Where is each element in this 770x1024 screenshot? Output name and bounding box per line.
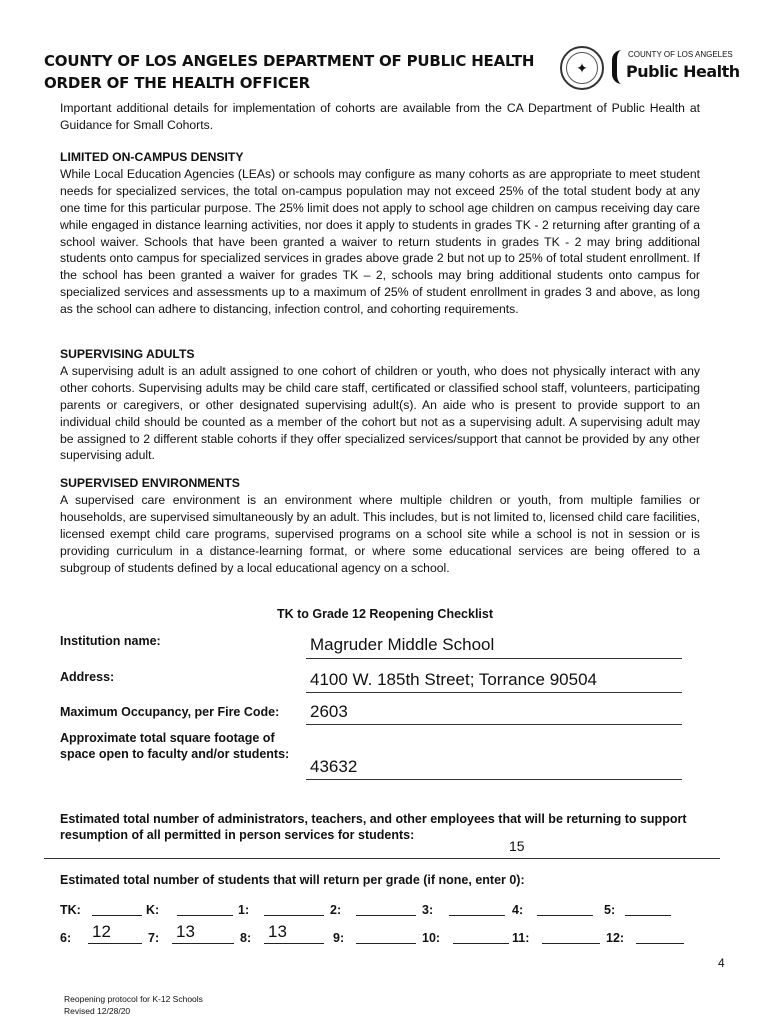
document-header [44,50,534,94]
staff-underline [44,858,720,859]
grade-9-label: 9: [333,931,345,945]
grade-3-label: 3: [422,903,434,917]
section-limited-density [60,149,700,318]
occupancy-field[interactable]: 2603 [310,702,348,721]
grade-8-field [264,943,324,944]
section-supervising-adults [60,346,700,464]
grade-1-field[interactable] [264,915,324,916]
section-heading: SUPERVISED ENVIRONMENTS [60,476,240,490]
grade-8-label: 8: [240,931,252,945]
grade-7-value[interactable]: 13 [176,922,195,941]
grade-10-label: 10: [422,931,441,945]
page-number: 4 [718,956,725,970]
county-seal-icon: ✦ [560,46,604,90]
grade-k-field[interactable] [177,915,233,916]
grade-12-field[interactable] [636,943,684,944]
grade-8-value[interactable]: 13 [268,922,287,941]
logo-name-text: Public Health [626,62,740,81]
header-line-1: COUNTY OF LOS ANGELES DEPARTMENT OF PUBLIC HEALTH [44,52,535,70]
grade-1-label: 1: [238,903,250,917]
section-text: A supervising adult is an adult assigned to one cohort of children or youth, who does not physically interact with any other cohorts. Supervising adults may be child care staff, certificated or classified school staff, volunteers, participating parents or caregivers, or other designated supervising adult(s). An aide who is present to provide support to an individual child should be counted as a member of the cohort but not as a supervising adult. A supervising adult may be assigned to 2 different stable cohorts if they offer specialized services/support that cannot be provided by any other supervising adult. [60,363,700,463]
grade-11-label: 11: [512,931,530,945]
section-text: While Local Education Agencies (LEAs) or schools may configure as many cohorts as are appropriate to meet student needs for specialized services, the total on-campus population may not exceed 25% of the total student body at any one time for this particular purpose. The 25% limit does not apply to school age children on campus receiving day care while engaged in distance learning activities, nor does it apply to students in grades TK - 2 returning after granting of a school waiver. Schools that have been granted a waiver to return students in grades TK - 2 may bring additional students onto campus for specialized services in grades above grade 2 but not up to 25% of total student enrollment. If the school has been granted a waiver for grades TK – 2, schools may bring additional students onto campus for specialized services and assessments up to a maximum of 25% of student enrollment in grades 3 and above, as long as the school can adhere to distancing, infection control, and cohorting requirements. [60,166,700,317]
logo-mark-icon [612,50,622,84]
footer [64,993,203,1017]
grade-6-field [88,943,142,944]
institution-underline [306,658,682,659]
grade-k-label: K: [146,903,160,917]
footer-line-1: Reopening protocol for K-12 Schools [64,994,203,1004]
grade-7-label: 7: [148,931,160,945]
address-field[interactable]: 4100 W. 185th Street; Torrance 90504 [310,670,597,689]
grade-4-label: 4: [512,903,524,917]
header-line-2: ORDER OF THE HEALTH OFFICER [44,74,310,92]
section-heading: SUPERVISING ADULTS [60,347,195,361]
grade-6-label: 6: [60,931,72,945]
grade-11-field[interactable] [542,943,600,944]
checklist-title: TK to Grade 12 Reopening Checklist [276,607,493,621]
grade-9-field[interactable] [356,943,416,944]
section-heading: LIMITED ON-CAMPUS DENSITY [60,150,244,164]
footer-line-2: Revised 12/28/20 [64,1006,131,1016]
logo-county-text: COUNTY OF LOS ANGELES [628,50,733,59]
grade-4-field[interactable] [537,915,593,916]
staff-label: Estimated total number of administrators, teachers, and other employees that will be returning to support resumption of all permitted in person services for students: [60,812,687,842]
institution-field[interactable]: Magruder Middle School [310,635,495,654]
grade-5-label: 5: [604,903,616,917]
sqft-field[interactable]: 43632 [310,757,358,776]
grade-2-field[interactable] [356,915,416,916]
grade-6-value[interactable]: 12 [92,922,111,941]
grade-tk-field[interactable] [92,915,142,916]
section-text: A supervised care environment is an environment where multiple children or youth, from multiple families or households, are supervised simultaneously by an adult. This includes, but is not limited to, licensed child care facilities, licensed exempt child care programs, supervised programs on a school site while a school is not in session or is providing curriculum in a distance-learning format, or where some educational services are being offered to a subgroup of students defined by a local educational agency on a school. [60,492,700,575]
address-underline [306,692,682,693]
section-supervised-environments [60,475,700,576]
grade-2-label: 2: [330,903,342,917]
institution-label: Institution name: [60,634,161,648]
grade-3-field[interactable] [449,915,505,916]
grade-7-field [172,943,234,944]
grade-12-label: 12: [606,931,625,945]
occupancy-label: Maximum Occupancy, per Fire Code: [60,705,280,719]
sqft-label: Approximate total square footage of space open to faculty and/or students: [60,731,290,761]
intro-paragraph: Important additional details for implementation of cohorts are available from the CA Department of Public Health at Guidance for Small Cohorts. [60,101,700,132]
occupancy-underline [306,724,682,725]
sqft-underline [306,779,682,780]
grade-tk-label: TK: [60,903,81,917]
staff-field[interactable]: 15 [509,838,525,854]
grade-5-field[interactable] [625,915,671,916]
grade-10-field[interactable] [453,943,509,944]
address-label: Address: [60,670,115,684]
students-label: Estimated total number of students that will return per grade (if none, enter 0): [60,873,525,887]
